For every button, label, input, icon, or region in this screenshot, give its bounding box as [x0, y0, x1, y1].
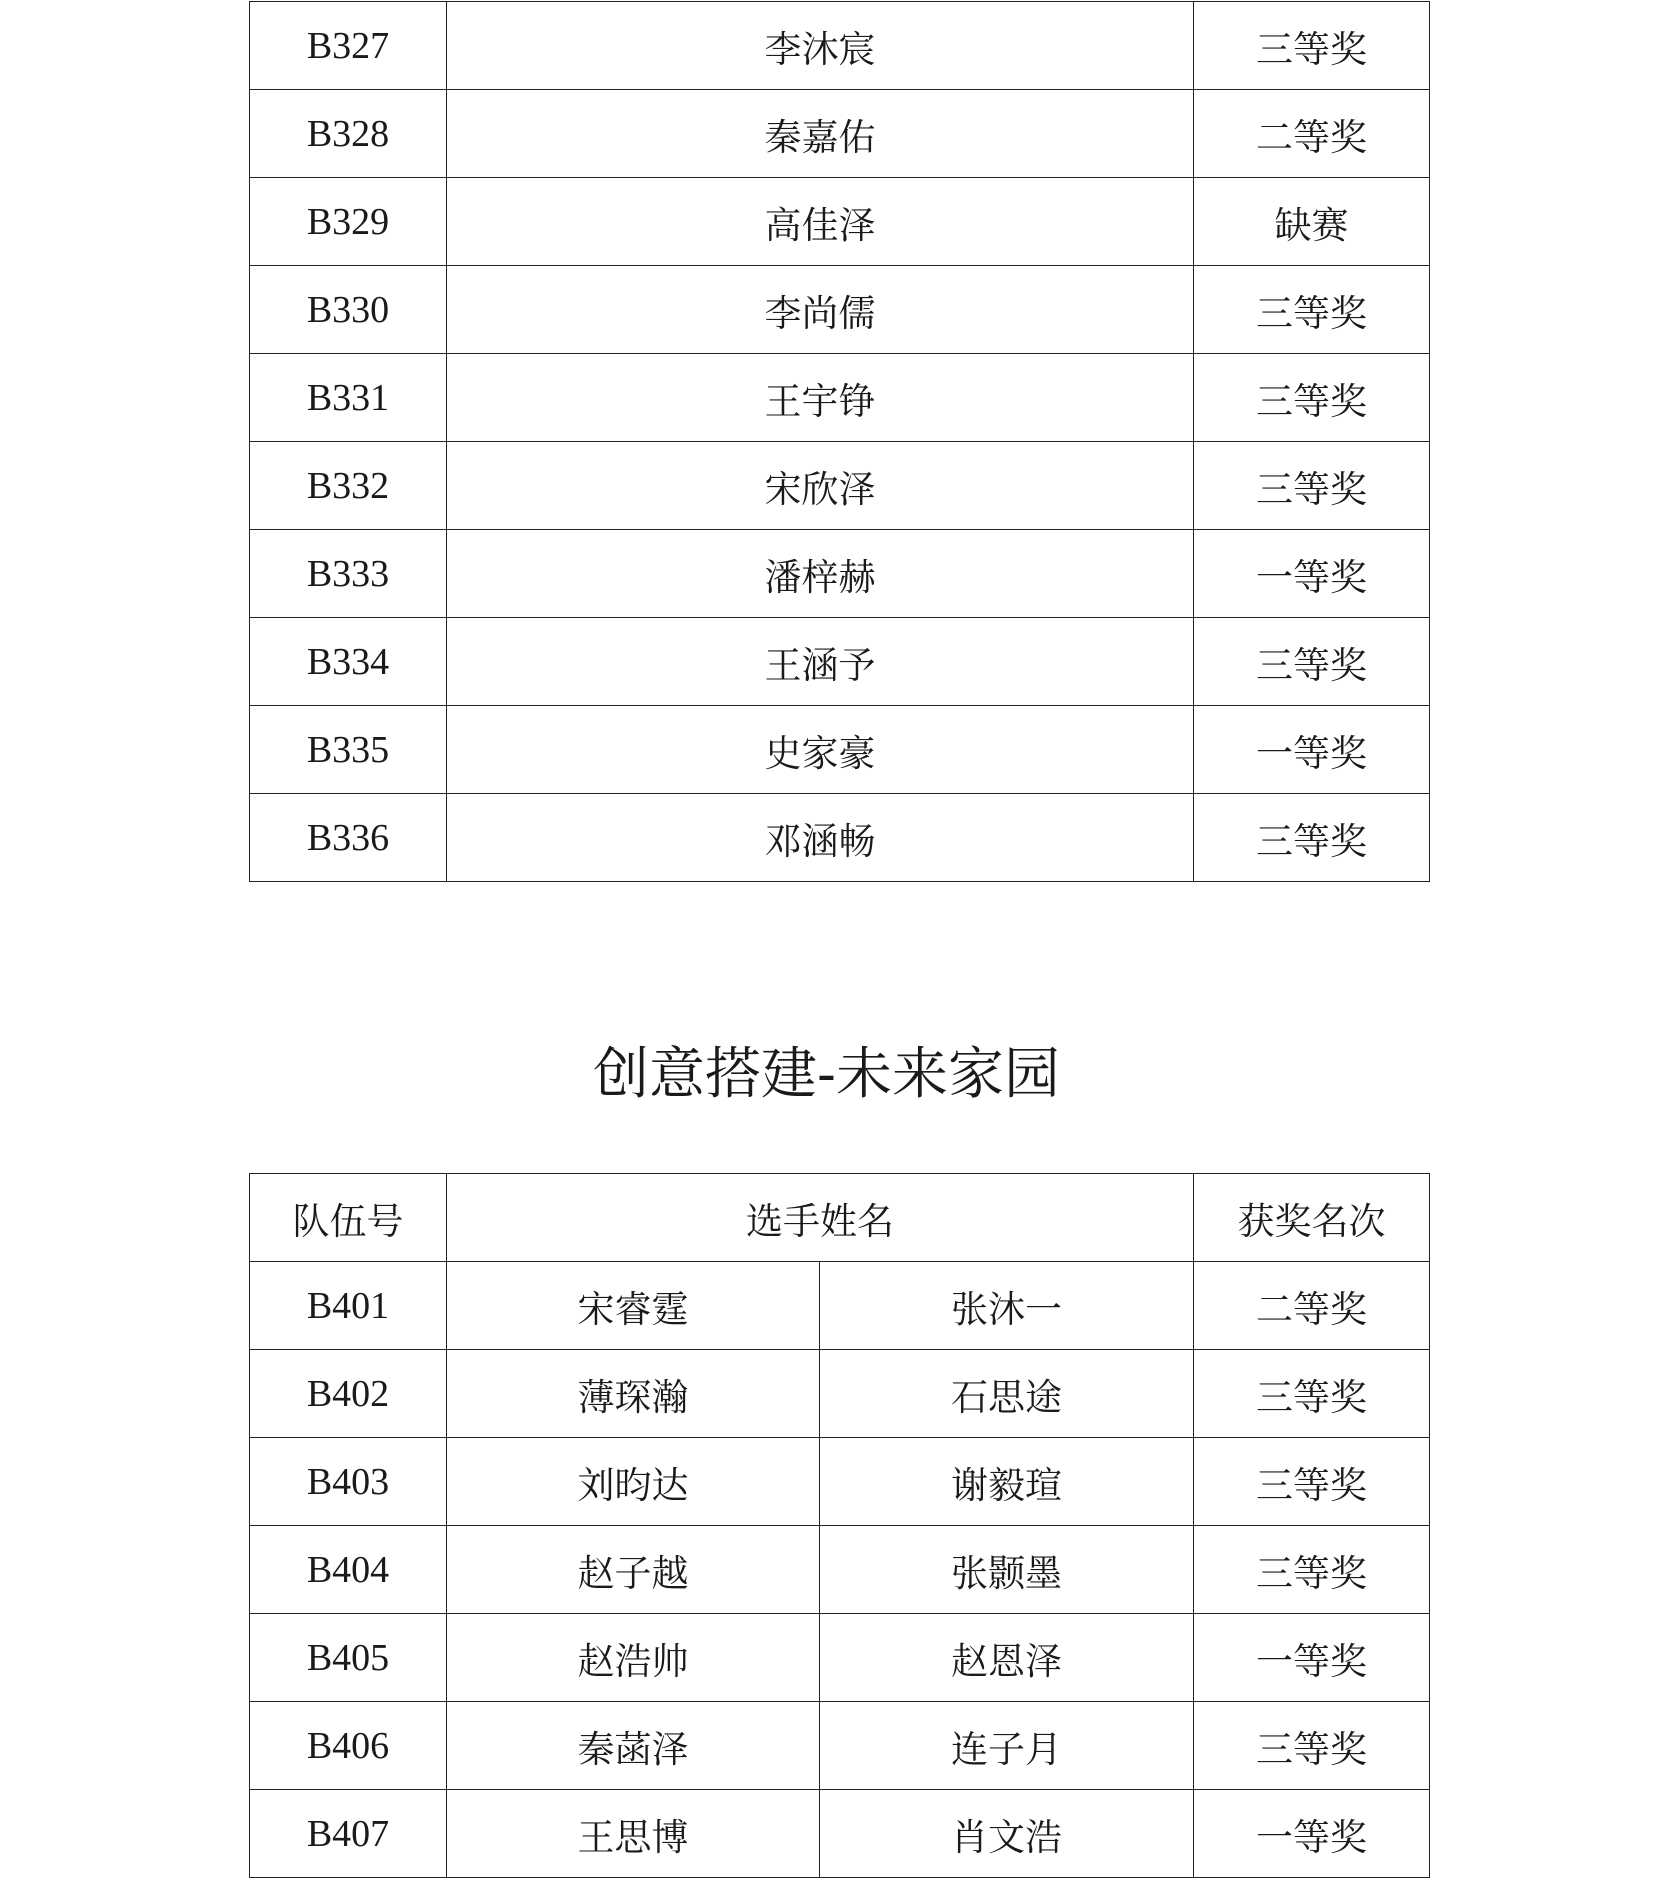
award: 一等奖	[1194, 1790, 1430, 1878]
team-id: B403	[250, 1438, 447, 1526]
header-team: 队伍号	[250, 1174, 447, 1262]
award: 三等奖	[1194, 442, 1430, 530]
table-row	[250, 1350, 1430, 1438]
header-players: 选手姓名	[447, 1174, 1194, 1262]
table-row	[250, 2, 1430, 90]
team-id: B330	[250, 266, 447, 354]
table-row	[250, 794, 1430, 882]
player-name: 史家豪	[447, 706, 1194, 794]
player-1-name: 赵浩帅	[447, 1614, 820, 1702]
player-1-name: 刘昀达	[447, 1438, 820, 1526]
player-2-name: 张沐一	[820, 1262, 1194, 1350]
table-row	[250, 1702, 1430, 1790]
table-row	[250, 1438, 1430, 1526]
award: 三等奖	[1194, 1438, 1430, 1526]
team-id: B335	[250, 706, 447, 794]
team-id: B328	[250, 90, 447, 178]
player-2-name: 连子月	[820, 1702, 1194, 1790]
award: 一等奖	[1194, 530, 1430, 618]
player-2-name: 谢毅瑄	[820, 1438, 1194, 1526]
team-id: B327	[250, 2, 447, 90]
team-id: B405	[250, 1614, 447, 1702]
player-name: 潘梓赫	[447, 530, 1194, 618]
table-header-row	[250, 1174, 1430, 1262]
team-id: B402	[250, 1350, 447, 1438]
player-1-name: 宋睿霆	[447, 1262, 820, 1350]
player-2-name: 肖文浩	[820, 1790, 1194, 1878]
table-row	[250, 354, 1430, 442]
table-row	[250, 178, 1430, 266]
team-id: B332	[250, 442, 447, 530]
award: 三等奖	[1194, 1526, 1430, 1614]
team-id: B401	[250, 1262, 447, 1350]
table-row	[250, 706, 1430, 794]
table-row	[250, 90, 1430, 178]
award: 三等奖	[1194, 1702, 1430, 1790]
player-1-name: 赵子越	[447, 1526, 820, 1614]
header-award: 获奖名次	[1194, 1174, 1430, 1262]
table-row	[250, 530, 1430, 618]
player-name: 高佳泽	[447, 178, 1194, 266]
player-1-name: 薄琛瀚	[447, 1350, 820, 1438]
award: 一等奖	[1194, 706, 1430, 794]
player-name: 王宇铮	[447, 354, 1194, 442]
table-row	[250, 442, 1430, 530]
team-id: B333	[250, 530, 447, 618]
team-id: B407	[250, 1790, 447, 1878]
player-name: 李尚儒	[447, 266, 1194, 354]
award: 三等奖	[1194, 1350, 1430, 1438]
team-id: B334	[250, 618, 447, 706]
player-name: 秦嘉佑	[447, 90, 1194, 178]
table-row	[250, 266, 1430, 354]
player-2-name: 张颢墨	[820, 1526, 1194, 1614]
table-row	[250, 1526, 1430, 1614]
player-2-name: 石思途	[820, 1350, 1194, 1438]
award: 二等奖	[1194, 90, 1430, 178]
award: 缺赛	[1194, 178, 1430, 266]
table-row	[250, 618, 1430, 706]
player-2-name: 赵恩泽	[820, 1614, 1194, 1702]
team-id: B404	[250, 1526, 447, 1614]
award: 二等奖	[1194, 1262, 1430, 1350]
player-name: 李沐宸	[447, 2, 1194, 90]
team-id: B336	[250, 794, 447, 882]
table-row	[250, 1614, 1430, 1702]
award: 三等奖	[1194, 354, 1430, 442]
results-table-bottom-body	[250, 1262, 1430, 1878]
player-name: 宋欣泽	[447, 442, 1194, 530]
player-name: 邓涵畅	[447, 794, 1194, 882]
award: 三等奖	[1194, 618, 1430, 706]
award: 三等奖	[1194, 266, 1430, 354]
award: 一等奖	[1194, 1614, 1430, 1702]
table-row	[250, 1790, 1430, 1878]
player-name: 王涵予	[447, 618, 1194, 706]
player-1-name: 秦菡泽	[447, 1702, 820, 1790]
team-id: B331	[250, 354, 447, 442]
award: 三等奖	[1194, 2, 1430, 90]
award: 三等奖	[1194, 794, 1430, 882]
section-title: 创意搭建-未来家园	[593, 1042, 1060, 1107]
results-table-top	[249, 1, 1430, 882]
player-1-name: 王思博	[447, 1790, 820, 1878]
team-id: B329	[250, 178, 447, 266]
table-row	[250, 1262, 1430, 1350]
results-table-bottom	[249, 1173, 1430, 1878]
team-id: B406	[250, 1702, 447, 1790]
results-table-top-body	[250, 2, 1430, 882]
